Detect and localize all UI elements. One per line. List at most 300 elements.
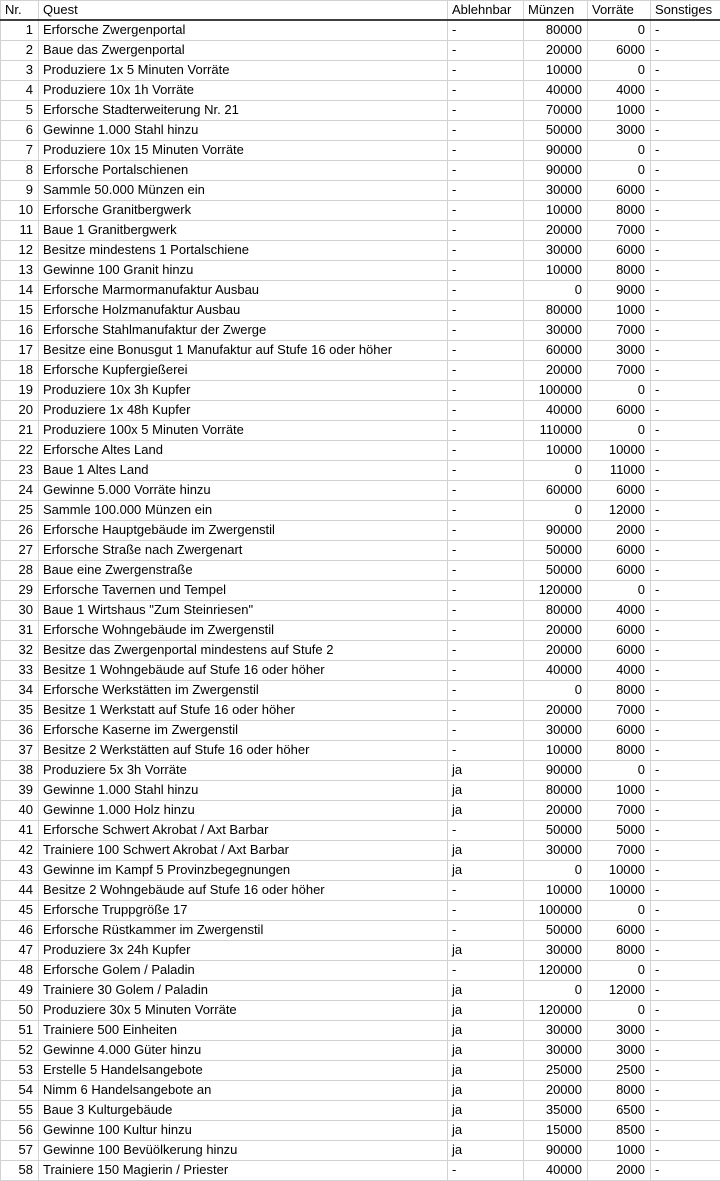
cell-nr: 34 — [1, 680, 39, 700]
cell-vorraete: 7000 — [588, 360, 651, 380]
cell-muenzen: 20000 — [524, 40, 588, 60]
table-row — [1, 520, 720, 540]
table-row — [1, 280, 720, 300]
cell-vorraete: 10000 — [588, 440, 651, 460]
cell-muenzen: 20000 — [524, 700, 588, 720]
column-header-vorraete: Vorräte — [588, 1, 651, 21]
table-row — [1, 840, 720, 860]
cell-muenzen: 120000 — [524, 960, 588, 980]
table-row — [1, 600, 720, 620]
cell-quest: Erforsche Wohngebäude im Zwergenstil — [39, 620, 448, 640]
cell-nr: 8 — [1, 160, 39, 180]
cell-vorraete: 8500 — [588, 1120, 651, 1140]
cell-vorraete: 6000 — [588, 40, 651, 60]
cell-nr: 51 — [1, 1020, 39, 1040]
cell-quest: Produziere 30x 5 Minuten Vorräte — [39, 1000, 448, 1020]
table-row — [1, 920, 720, 940]
cell-muenzen: 30000 — [524, 1020, 588, 1040]
cell-ablehnbar: - — [448, 380, 524, 400]
cell-nr: 25 — [1, 500, 39, 520]
cell-nr: 45 — [1, 900, 39, 920]
cell-nr: 52 — [1, 1040, 39, 1060]
cell-quest: Erforsche Altes Land — [39, 440, 448, 460]
cell-nr: 13 — [1, 260, 39, 280]
table-row — [1, 40, 720, 60]
cell-quest: Erforsche Stadterweiterung Nr. 21 — [39, 100, 448, 120]
table-row — [1, 20, 720, 40]
cell-vorraete: 0 — [588, 380, 651, 400]
cell-vorraete: 6000 — [588, 480, 651, 500]
cell-ablehnbar: - — [448, 100, 524, 120]
cell-vorraete: 0 — [588, 420, 651, 440]
cell-sonstiges: - — [651, 700, 720, 720]
table-row — [1, 960, 720, 980]
table-row — [1, 300, 720, 320]
cell-ablehnbar: - — [448, 280, 524, 300]
cell-quest: Produziere 10x 15 Minuten Vorräte — [39, 140, 448, 160]
cell-sonstiges: - — [651, 100, 720, 120]
cell-nr: 15 — [1, 300, 39, 320]
cell-ablehnbar: ja — [448, 1140, 524, 1160]
cell-ablehnbar: - — [448, 60, 524, 80]
cell-sonstiges: - — [651, 60, 720, 80]
table-row — [1, 400, 720, 420]
cell-quest: Besitze 1 Wohngebäude auf Stufe 16 oder höher — [39, 660, 448, 680]
cell-nr: 53 — [1, 1060, 39, 1080]
cell-sonstiges: - — [651, 740, 720, 760]
cell-ablehnbar: ja — [448, 1020, 524, 1040]
cell-quest: Gewinne im Kampf 5 Provinzbegegnungen — [39, 860, 448, 880]
cell-vorraete: 8000 — [588, 200, 651, 220]
cell-nr: 39 — [1, 780, 39, 800]
cell-nr: 41 — [1, 820, 39, 840]
column-header-nr: Nr. — [1, 1, 39, 21]
cell-nr: 42 — [1, 840, 39, 860]
table-row — [1, 540, 720, 560]
cell-quest: Trainiere 150 Magierin / Priester — [39, 1160, 448, 1180]
cell-quest: Erforsche Kupfergießerei — [39, 360, 448, 380]
cell-muenzen: 50000 — [524, 820, 588, 840]
cell-sonstiges: - — [651, 820, 720, 840]
cell-sonstiges: - — [651, 780, 720, 800]
cell-nr: 19 — [1, 380, 39, 400]
cell-sonstiges: - — [651, 760, 720, 780]
cell-muenzen: 40000 — [524, 1160, 588, 1180]
table-row — [1, 120, 720, 140]
cell-muenzen: 30000 — [524, 240, 588, 260]
cell-muenzen: 30000 — [524, 840, 588, 860]
cell-nr: 38 — [1, 760, 39, 780]
cell-quest: Produziere 10x 3h Kupfer — [39, 380, 448, 400]
cell-muenzen: 15000 — [524, 1120, 588, 1140]
cell-vorraete: 7000 — [588, 320, 651, 340]
cell-quest: Baue 1 Altes Land — [39, 460, 448, 480]
table-row — [1, 740, 720, 760]
cell-quest: Sammle 100.000 Münzen ein — [39, 500, 448, 520]
cell-ablehnbar: ja — [448, 780, 524, 800]
table-row — [1, 240, 720, 260]
cell-muenzen: 80000 — [524, 20, 588, 40]
table-row — [1, 380, 720, 400]
cell-quest: Produziere 100x 5 Minuten Vorräte — [39, 420, 448, 440]
cell-nr: 17 — [1, 340, 39, 360]
cell-nr: 24 — [1, 480, 39, 500]
cell-nr: 1 — [1, 20, 39, 40]
cell-ablehnbar: - — [448, 340, 524, 360]
table-row — [1, 1020, 720, 1040]
cell-ablehnbar: - — [448, 660, 524, 680]
cell-nr: 31 — [1, 620, 39, 640]
cell-nr: 30 — [1, 600, 39, 620]
cell-ablehnbar: ja — [448, 1100, 524, 1120]
cell-quest: Erforsche Marmormanufaktur Ausbau — [39, 280, 448, 300]
cell-muenzen: 90000 — [524, 160, 588, 180]
cell-ablehnbar: - — [448, 500, 524, 520]
cell-vorraete: 8000 — [588, 1080, 651, 1100]
cell-vorraete: 4000 — [588, 80, 651, 100]
cell-ablehnbar: - — [448, 680, 524, 700]
cell-sonstiges: - — [651, 140, 720, 160]
cell-nr: 56 — [1, 1120, 39, 1140]
table-row — [1, 340, 720, 360]
table-row — [1, 100, 720, 120]
cell-quest: Sammle 50.000 Münzen ein — [39, 180, 448, 200]
cell-quest: Trainiere 30 Golem / Paladin — [39, 980, 448, 1000]
cell-nr: 22 — [1, 440, 39, 460]
table-row — [1, 700, 720, 720]
cell-muenzen: 50000 — [524, 120, 588, 140]
cell-ablehnbar: ja — [448, 860, 524, 880]
cell-sonstiges: - — [651, 900, 720, 920]
cell-sonstiges: - — [651, 40, 720, 60]
cell-muenzen: 40000 — [524, 400, 588, 420]
cell-sonstiges: - — [651, 320, 720, 340]
cell-nr: 50 — [1, 1000, 39, 1020]
cell-quest: Gewinne 1.000 Stahl hinzu — [39, 120, 448, 140]
cell-sonstiges: - — [651, 980, 720, 1000]
cell-ablehnbar: - — [448, 300, 524, 320]
table-row — [1, 500, 720, 520]
cell-vorraete: 10000 — [588, 860, 651, 880]
table-row — [1, 860, 720, 880]
cell-sonstiges: - — [651, 380, 720, 400]
cell-nr: 7 — [1, 140, 39, 160]
cell-sonstiges: - — [651, 1000, 720, 1020]
cell-muenzen: 60000 — [524, 340, 588, 360]
cell-sonstiges: - — [651, 1140, 720, 1160]
cell-vorraete: 7000 — [588, 220, 651, 240]
cell-quest: Erforsche Golem / Paladin — [39, 960, 448, 980]
cell-sonstiges: - — [651, 1080, 720, 1100]
cell-vorraete: 11000 — [588, 460, 651, 480]
cell-ablehnbar: - — [448, 880, 524, 900]
cell-sonstiges: - — [651, 400, 720, 420]
cell-vorraete: 7000 — [588, 800, 651, 820]
cell-muenzen: 0 — [524, 280, 588, 300]
cell-ablehnbar: - — [448, 420, 524, 440]
table-row — [1, 880, 720, 900]
cell-ablehnbar: - — [448, 140, 524, 160]
cell-nr: 37 — [1, 740, 39, 760]
cell-ablehnbar: - — [448, 580, 524, 600]
cell-vorraete: 0 — [588, 1000, 651, 1020]
table-row — [1, 760, 720, 780]
cell-muenzen: 70000 — [524, 100, 588, 120]
cell-ablehnbar: - — [448, 400, 524, 420]
cell-quest: Produziere 1x 5 Minuten Vorräte — [39, 60, 448, 80]
cell-vorraete: 0 — [588, 60, 651, 80]
cell-nr: 9 — [1, 180, 39, 200]
cell-vorraete: 6000 — [588, 720, 651, 740]
cell-muenzen: 20000 — [524, 1080, 588, 1100]
cell-vorraete: 8000 — [588, 680, 651, 700]
cell-sonstiges: - — [651, 620, 720, 640]
cell-quest: Erforsche Werkstätten im Zwergenstil — [39, 680, 448, 700]
cell-nr: 55 — [1, 1100, 39, 1120]
cell-sonstiges: - — [651, 920, 720, 940]
cell-sonstiges: - — [651, 960, 720, 980]
cell-sonstiges: - — [651, 520, 720, 540]
cell-muenzen: 30000 — [524, 1040, 588, 1060]
cell-ablehnbar: - — [448, 240, 524, 260]
cell-nr: 6 — [1, 120, 39, 140]
table-row — [1, 620, 720, 640]
cell-nr: 4 — [1, 80, 39, 100]
cell-vorraete: 6000 — [588, 180, 651, 200]
cell-nr: 58 — [1, 1160, 39, 1180]
cell-sonstiges: - — [651, 480, 720, 500]
cell-quest: Erforsche Granitbergwerk — [39, 200, 448, 220]
table-row — [1, 940, 720, 960]
cell-vorraete: 0 — [588, 960, 651, 980]
cell-ablehnbar: - — [448, 900, 524, 920]
cell-vorraete: 8000 — [588, 940, 651, 960]
table-row — [1, 460, 720, 480]
cell-vorraete: 3000 — [588, 1040, 651, 1060]
cell-sonstiges: - — [651, 240, 720, 260]
cell-vorraete: 12000 — [588, 500, 651, 520]
cell-muenzen: 110000 — [524, 420, 588, 440]
table-row — [1, 200, 720, 220]
cell-muenzen: 50000 — [524, 920, 588, 940]
cell-ablehnbar: ja — [448, 840, 524, 860]
table-row — [1, 440, 720, 460]
cell-ablehnbar: - — [448, 480, 524, 500]
cell-vorraete: 6000 — [588, 400, 651, 420]
cell-nr: 12 — [1, 240, 39, 260]
cell-muenzen: 20000 — [524, 640, 588, 660]
cell-ablehnbar: ja — [448, 980, 524, 1000]
cell-sonstiges: - — [651, 260, 720, 280]
cell-muenzen: 20000 — [524, 800, 588, 820]
cell-quest: Produziere 1x 48h Kupfer — [39, 400, 448, 420]
cell-muenzen: 40000 — [524, 80, 588, 100]
cell-quest: Gewinne 4.000 Güter hinzu — [39, 1040, 448, 1060]
cell-nr: 27 — [1, 540, 39, 560]
cell-vorraete: 0 — [588, 160, 651, 180]
cell-quest: Besitze 2 Werkstätten auf Stufe 16 oder höher — [39, 740, 448, 760]
cell-nr: 10 — [1, 200, 39, 220]
cell-vorraete: 0 — [588, 20, 651, 40]
cell-ablehnbar: ja — [448, 760, 524, 780]
cell-nr: 29 — [1, 580, 39, 600]
cell-vorraete: 7000 — [588, 700, 651, 720]
cell-vorraete: 2500 — [588, 1060, 651, 1080]
cell-nr: 28 — [1, 560, 39, 580]
cell-muenzen: 10000 — [524, 880, 588, 900]
cell-muenzen: 20000 — [524, 220, 588, 240]
cell-vorraete: 1000 — [588, 780, 651, 800]
cell-sonstiges: - — [651, 460, 720, 480]
cell-ablehnbar: - — [448, 960, 524, 980]
table-row — [1, 1120, 720, 1140]
cell-vorraete: 5000 — [588, 820, 651, 840]
cell-quest: Produziere 3x 24h Kupfer — [39, 940, 448, 960]
cell-nr: 33 — [1, 660, 39, 680]
cell-muenzen: 40000 — [524, 660, 588, 680]
cell-ablehnbar: - — [448, 440, 524, 460]
cell-nr: 44 — [1, 880, 39, 900]
cell-ablehnbar: ja — [448, 940, 524, 960]
cell-muenzen: 0 — [524, 980, 588, 1000]
cell-nr: 36 — [1, 720, 39, 740]
cell-vorraete: 8000 — [588, 740, 651, 760]
cell-vorraete: 1000 — [588, 100, 651, 120]
cell-nr: 43 — [1, 860, 39, 880]
table-row — [1, 80, 720, 100]
cell-muenzen: 30000 — [524, 940, 588, 960]
cell-ablehnbar: - — [448, 820, 524, 840]
cell-quest: Erforsche Zwergenportal — [39, 20, 448, 40]
table-row — [1, 420, 720, 440]
cell-quest: Baue 3 Kulturgebäude — [39, 1100, 448, 1120]
cell-vorraete: 6000 — [588, 540, 651, 560]
cell-muenzen: 90000 — [524, 520, 588, 540]
cell-sonstiges: - — [651, 940, 720, 960]
cell-ablehnbar: - — [448, 600, 524, 620]
cell-ablehnbar: - — [448, 560, 524, 580]
cell-nr: 35 — [1, 700, 39, 720]
quest-table-body — [1, 20, 720, 1180]
cell-nr: 2 — [1, 40, 39, 60]
cell-ablehnbar: - — [448, 540, 524, 560]
cell-quest: Nimm 6 Handelsangebote an — [39, 1080, 448, 1100]
cell-sonstiges: - — [651, 560, 720, 580]
table-row — [1, 320, 720, 340]
table-row — [1, 1000, 720, 1020]
column-header-quest: Quest — [39, 1, 448, 21]
cell-muenzen: 100000 — [524, 380, 588, 400]
cell-vorraete: 3000 — [588, 120, 651, 140]
cell-muenzen: 0 — [524, 860, 588, 880]
cell-muenzen: 35000 — [524, 1100, 588, 1120]
cell-vorraete: 1000 — [588, 300, 651, 320]
column-header-ablehnbar: Ablehnbar — [448, 1, 524, 21]
cell-quest: Baue eine Zwergenstraße — [39, 560, 448, 580]
cell-nr: 3 — [1, 60, 39, 80]
cell-sonstiges: - — [651, 840, 720, 860]
cell-quest: Produziere 5x 3h Vorräte — [39, 760, 448, 780]
cell-quest: Gewinne 1.000 Holz hinzu — [39, 800, 448, 820]
table-row — [1, 1060, 720, 1080]
cell-sonstiges: - — [651, 160, 720, 180]
cell-sonstiges: - — [651, 1160, 720, 1180]
cell-vorraete: 6000 — [588, 920, 651, 940]
cell-muenzen: 0 — [524, 460, 588, 480]
cell-muenzen: 50000 — [524, 560, 588, 580]
cell-sonstiges: - — [651, 440, 720, 460]
cell-sonstiges: - — [651, 540, 720, 560]
cell-nr: 5 — [1, 100, 39, 120]
cell-ablehnbar: - — [448, 40, 524, 60]
cell-sonstiges: - — [651, 660, 720, 680]
table-row — [1, 660, 720, 680]
cell-sonstiges: - — [651, 200, 720, 220]
cell-sonstiges: - — [651, 420, 720, 440]
cell-sonstiges: - — [651, 860, 720, 880]
table-row — [1, 140, 720, 160]
cell-sonstiges: - — [651, 1120, 720, 1140]
cell-sonstiges: - — [651, 80, 720, 100]
cell-muenzen: 30000 — [524, 720, 588, 740]
cell-nr: 20 — [1, 400, 39, 420]
cell-ablehnbar: - — [448, 200, 524, 220]
cell-quest: Gewinne 100 Bevüölkerung hinzu — [39, 1140, 448, 1160]
cell-sonstiges: - — [651, 880, 720, 900]
cell-quest: Trainiere 500 Einheiten — [39, 1020, 448, 1040]
cell-muenzen: 0 — [524, 680, 588, 700]
table-row — [1, 640, 720, 660]
cell-muenzen: 90000 — [524, 760, 588, 780]
cell-nr: 16 — [1, 320, 39, 340]
cell-muenzen: 10000 — [524, 260, 588, 280]
table-row — [1, 560, 720, 580]
cell-muenzen: 0 — [524, 500, 588, 520]
cell-ablehnbar: - — [448, 720, 524, 740]
cell-vorraete: 2000 — [588, 1160, 651, 1180]
cell-quest: Erforsche Rüstkammer im Zwergenstil — [39, 920, 448, 940]
cell-ablehnbar: ja — [448, 1120, 524, 1140]
cell-nr: 48 — [1, 960, 39, 980]
cell-vorraete: 0 — [588, 900, 651, 920]
cell-ablehnbar: - — [448, 920, 524, 940]
cell-quest: Erstelle 5 Handelsangebote — [39, 1060, 448, 1080]
cell-ablehnbar: - — [448, 20, 524, 40]
cell-ablehnbar: ja — [448, 1080, 524, 1100]
cell-ablehnbar: ja — [448, 800, 524, 820]
cell-sonstiges: - — [651, 720, 720, 740]
cell-nr: 57 — [1, 1140, 39, 1160]
cell-vorraete: 10000 — [588, 880, 651, 900]
cell-ablehnbar: - — [448, 1160, 524, 1180]
table-row — [1, 60, 720, 80]
cell-muenzen: 20000 — [524, 360, 588, 380]
table-row — [1, 780, 720, 800]
cell-vorraete: 6000 — [588, 620, 651, 640]
cell-muenzen: 10000 — [524, 60, 588, 80]
table-row — [1, 480, 720, 500]
cell-muenzen: 120000 — [524, 580, 588, 600]
cell-nr: 21 — [1, 420, 39, 440]
table-row — [1, 1100, 720, 1120]
table-row — [1, 180, 720, 200]
cell-sonstiges: - — [651, 120, 720, 140]
cell-sonstiges: - — [651, 180, 720, 200]
cell-quest: Erforsche Hauptgebäude im Zwergenstil — [39, 520, 448, 540]
table-row — [1, 680, 720, 700]
column-header-sonstiges: Sonstiges — [651, 1, 720, 21]
table-row — [1, 820, 720, 840]
